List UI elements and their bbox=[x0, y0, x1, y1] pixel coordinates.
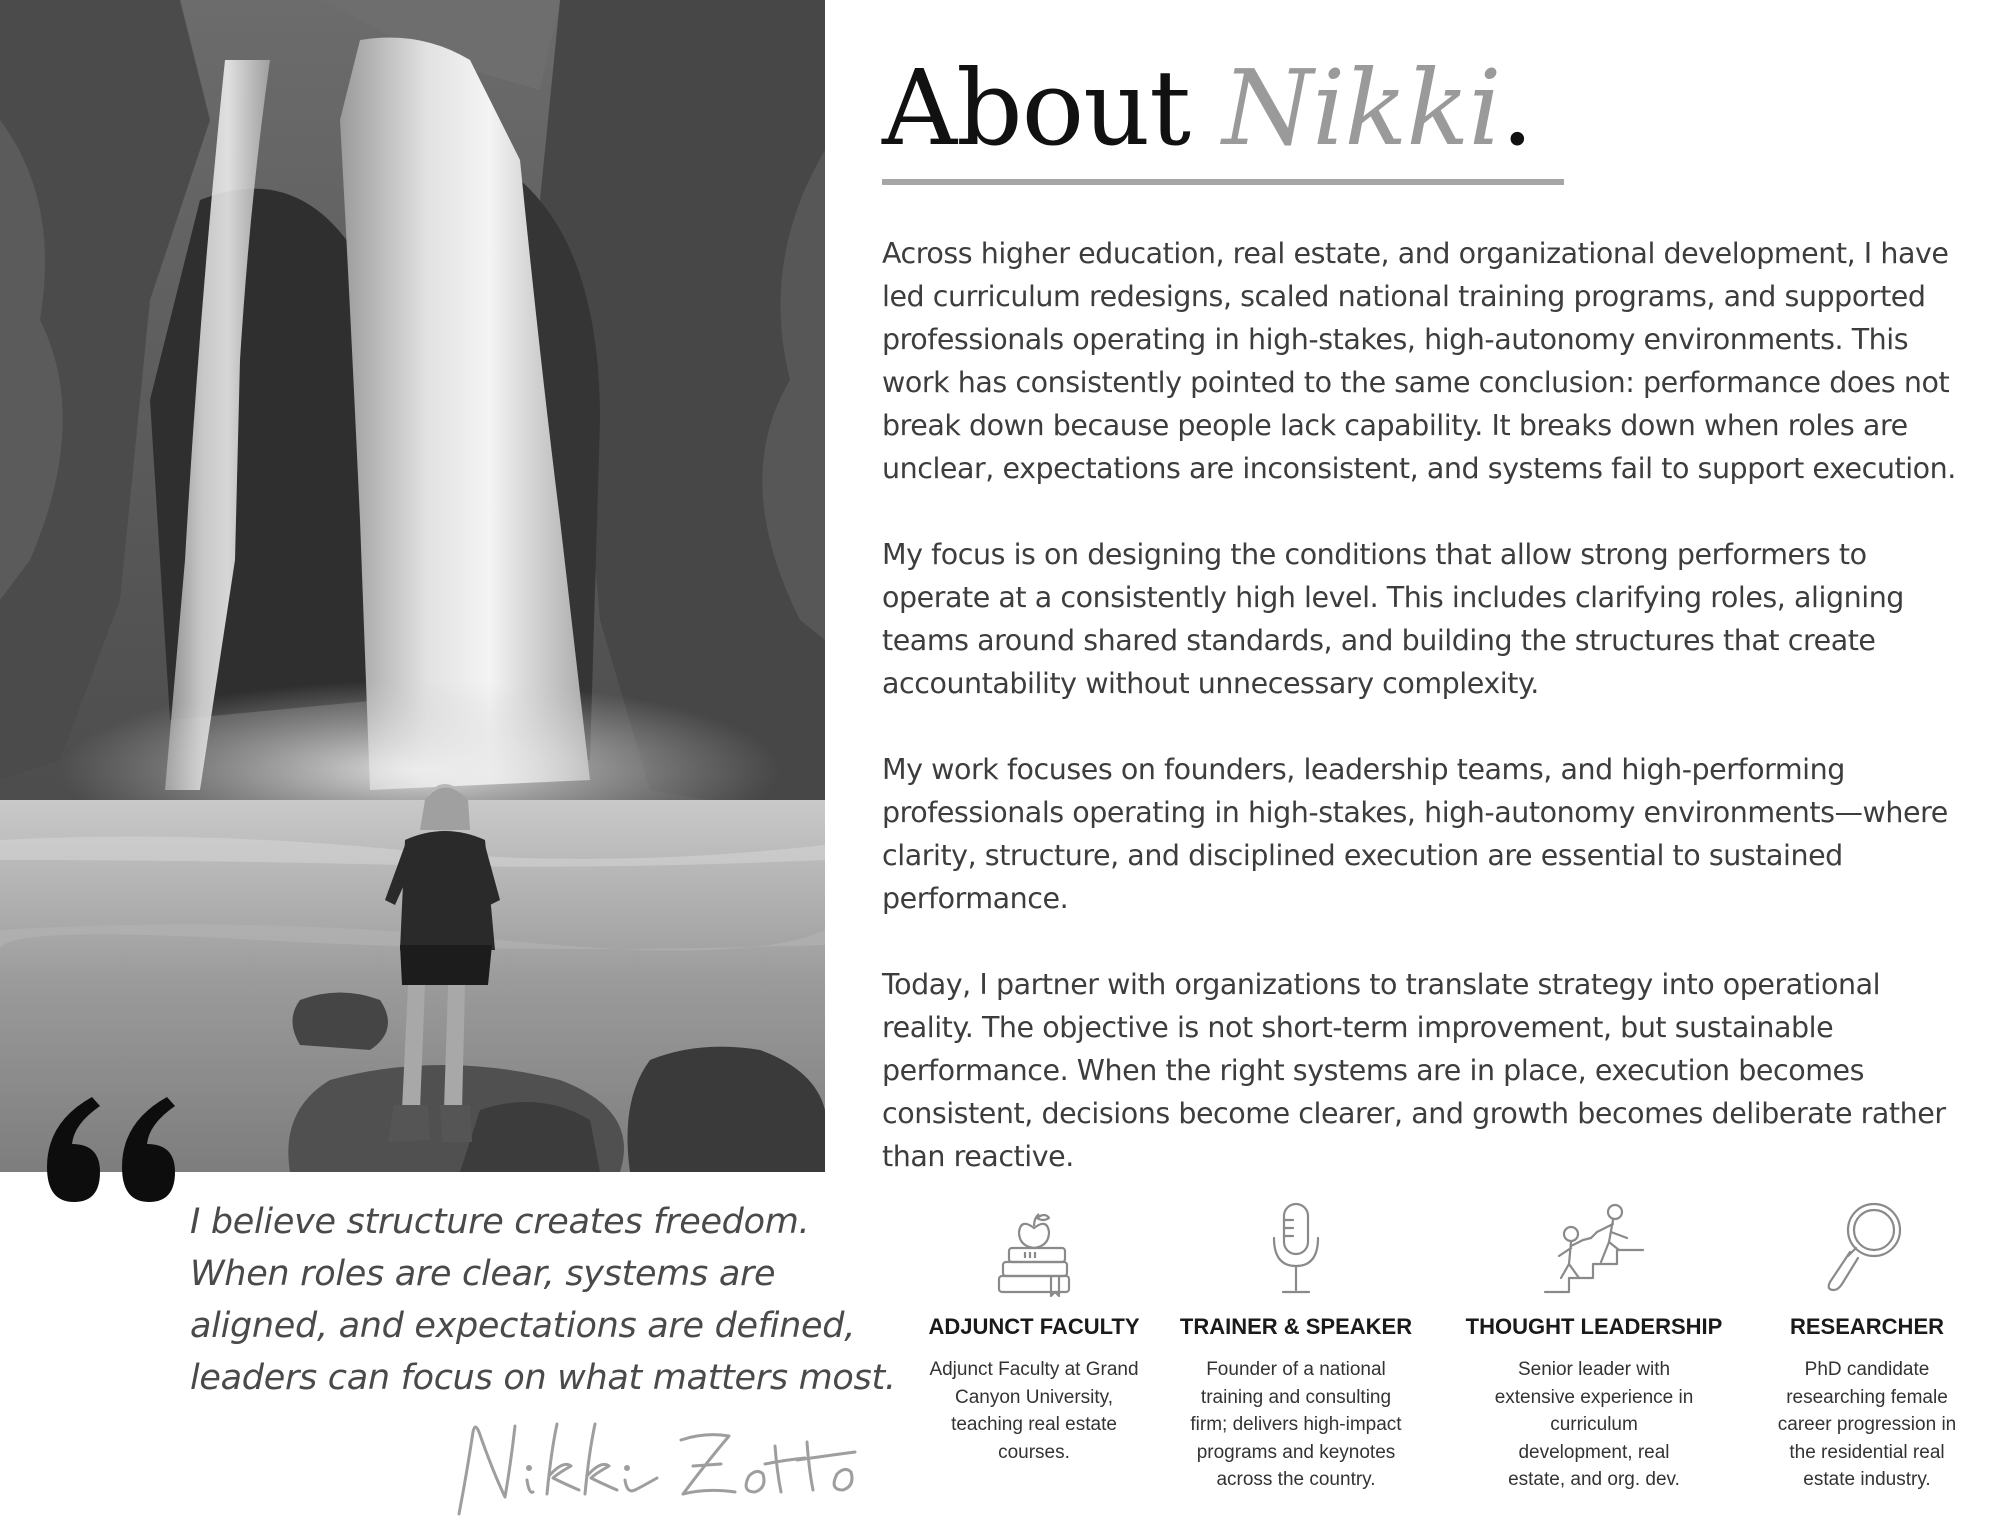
role-desc-line: the residential real bbox=[1789, 1441, 1945, 1463]
title-divider bbox=[882, 179, 1564, 185]
role-desc-line: Founder of a national bbox=[1206, 1359, 1386, 1380]
paragraph bbox=[882, 963, 1972, 1178]
paragraph-line: Across higher education, real estate, and organizational development, I have bbox=[882, 237, 1949, 270]
role-desc-line: extensive experience in bbox=[1494, 1386, 1694, 1408]
role-desc-line: programs and keynotes bbox=[1196, 1441, 1396, 1463]
role-desc-line: curriculum bbox=[1550, 1414, 1638, 1435]
role-description bbox=[1464, 1356, 1724, 1494]
paragraph bbox=[882, 232, 1972, 490]
books-apple-icon bbox=[979, 1192, 1089, 1302]
role-desc-line: researching female bbox=[1786, 1386, 1948, 1408]
role-description bbox=[904, 1356, 1164, 1466]
magnifying-glass-icon bbox=[1812, 1192, 1922, 1302]
paragraph-line: performance. When the right systems are in place, execution becomes bbox=[882, 1054, 1864, 1087]
role-desc-line: firm; delivers high-impact bbox=[1190, 1414, 1402, 1435]
paragraph-line: Today, I partner with organizations to translate strategy into operational bbox=[882, 968, 1881, 1001]
role-adjunct-faculty bbox=[904, 1192, 1164, 1466]
paragraph-line: performance. bbox=[882, 882, 1069, 915]
title-name: Nikki bbox=[1222, 47, 1501, 169]
role-desc-line: teaching real estate bbox=[951, 1414, 1117, 1435]
paragraph-line: unclear, expectations are inconsistent, and systems fail to support execution. bbox=[882, 452, 1956, 485]
pull-quote bbox=[190, 1196, 896, 1404]
signature bbox=[445, 1402, 885, 1521]
role-desc-line: estate, and org. dev. bbox=[1508, 1469, 1680, 1490]
role-desc-line: across the country. bbox=[1216, 1469, 1376, 1490]
about-body bbox=[882, 232, 1972, 1221]
paragraph-line: break down because people lack capability. It breaks down when roles are bbox=[882, 409, 1908, 442]
paragraph-line: professionals operating in high-stakes, high-autonomy environments. This bbox=[882, 323, 1909, 356]
role-desc-line: career progression in bbox=[1777, 1414, 1957, 1435]
paragraph-line: clarity, structure, and disciplined execution are essential to sustained bbox=[882, 839, 1843, 872]
paragraph-line: My focus is on designing the conditions that allow strong performers to bbox=[882, 538, 1867, 571]
microphone-icon bbox=[1241, 1192, 1351, 1302]
paragraph-line: teams around shared standards, and building the structures that create bbox=[882, 624, 1876, 657]
role-title: THOUGHT LEADERSHIP bbox=[1465, 1314, 1723, 1339]
role-desc-line: Senior leader with bbox=[1517, 1359, 1671, 1380]
role-desc-line: PhD candidate bbox=[1804, 1359, 1930, 1380]
waterfall-photo bbox=[0, 0, 825, 1172]
role-title: TRAINER & SPEAKER bbox=[1179, 1314, 1413, 1339]
paragraph-line: than reactive. bbox=[882, 1140, 1074, 1173]
role-desc-line: courses. bbox=[998, 1441, 1070, 1463]
role-desc-line: Canyon University, bbox=[954, 1386, 1114, 1408]
paragraph-line: consistent, decisions become clearer, and growth becomes deliberate rather bbox=[882, 1097, 1946, 1130]
quote-line: When roles are clear, systems are bbox=[190, 1254, 776, 1294]
paragraph-line: work has consistently pointed to the same conclusion: performance does not bbox=[882, 366, 1950, 399]
climbing-people-icon bbox=[1539, 1192, 1649, 1302]
paragraph-line: accountability without unnecessary complexity. bbox=[882, 667, 1539, 700]
page-title bbox=[882, 48, 1533, 168]
role-desc-line: estate industry. bbox=[1803, 1469, 1931, 1490]
role-title: ADJUNCT FACULTY bbox=[928, 1314, 1140, 1339]
title-suffix: . bbox=[1500, 47, 1533, 169]
quote-line: I believe structure creates freedom. bbox=[190, 1202, 810, 1242]
quote-line: leaders can focus on what matters most. bbox=[190, 1358, 896, 1398]
paragraph-line: reality. The objective is not short-term improvement, but sustainable bbox=[882, 1011, 1834, 1044]
paragraph bbox=[882, 748, 1972, 920]
paragraph-line: led curriculum redesigns, scaled national training programs, and supported bbox=[882, 280, 1926, 313]
waterfall-photo-graphic bbox=[0, 0, 825, 1172]
paragraph-line: professionals operating in high-stakes, high-autonomy environments—where bbox=[882, 796, 1948, 829]
role-thought-leadership bbox=[1464, 1192, 1724, 1494]
role-title: RESEARCHER bbox=[1789, 1314, 1945, 1339]
paragraph-line: operate at a consistently high level. This includes clarifying roles, aligning bbox=[882, 581, 1904, 614]
role-desc-line: development, real bbox=[1518, 1441, 1670, 1463]
role-description bbox=[1737, 1356, 1997, 1494]
paragraph bbox=[882, 533, 1972, 705]
role-researcher bbox=[1737, 1192, 1997, 1494]
quote-mark-icon bbox=[42, 1092, 192, 1207]
role-desc-line: Adjunct Faculty at Grand bbox=[929, 1359, 1139, 1380]
role-desc-line: training and consulting bbox=[1200, 1386, 1392, 1408]
role-trainer-speaker bbox=[1166, 1192, 1426, 1494]
role-description bbox=[1166, 1356, 1426, 1494]
paragraph-line: My work focuses on founders, leadership teams, and high-performing bbox=[882, 753, 1845, 786]
quote-line: aligned, and expectations are defined, bbox=[190, 1306, 856, 1346]
title-prefix: About bbox=[882, 47, 1223, 169]
